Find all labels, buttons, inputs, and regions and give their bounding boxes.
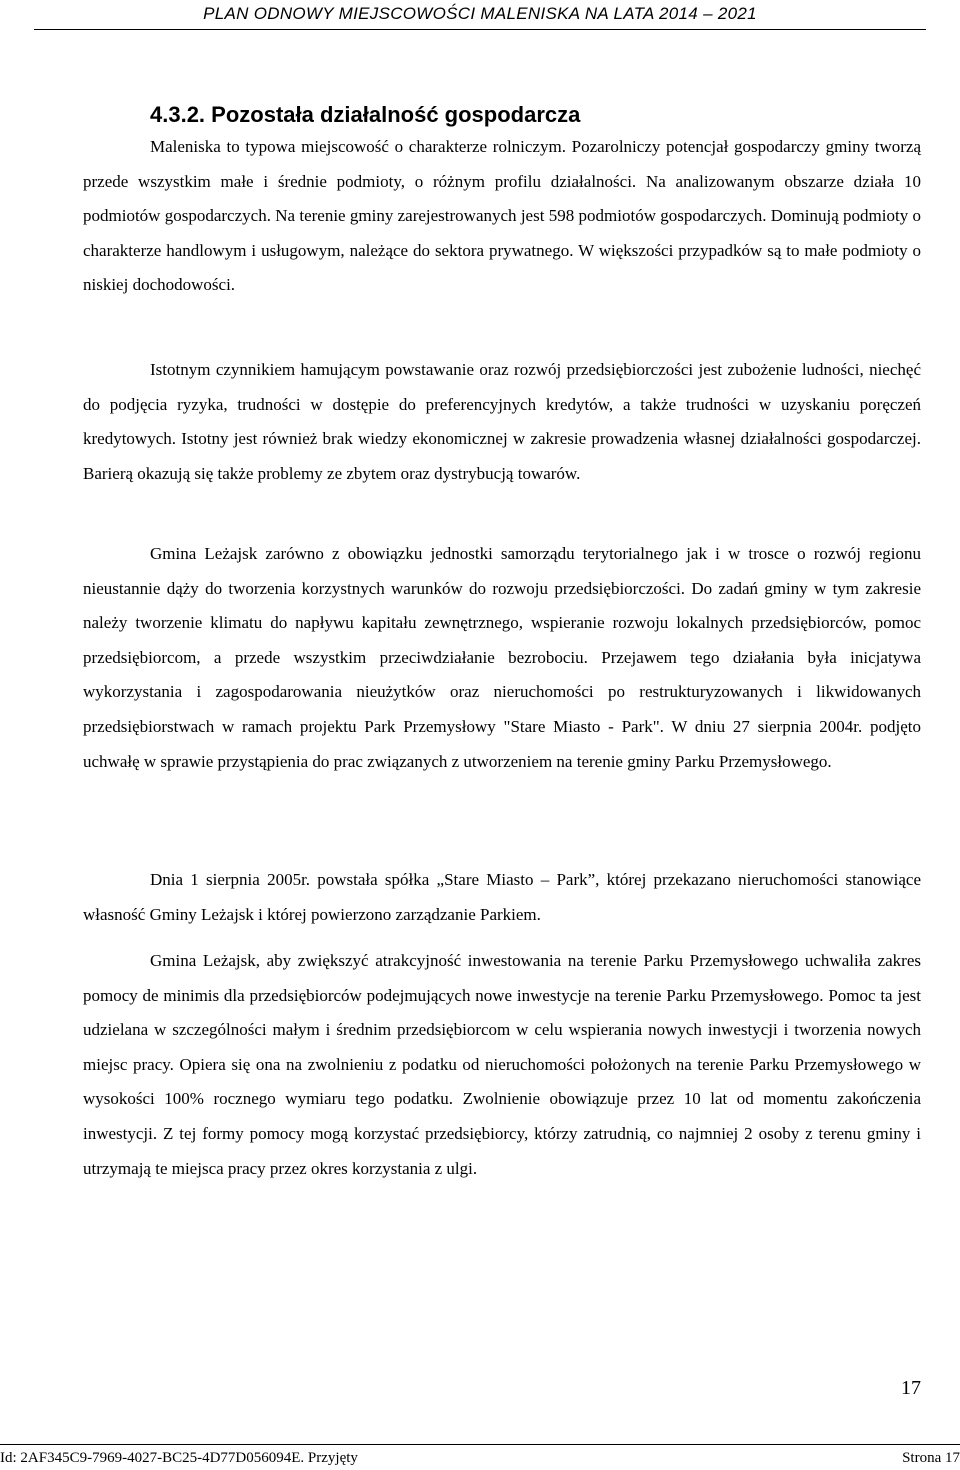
paragraph-text: Istotnym czynnikiem hamującym powstawanie oraz rozwój przedsiębiorczości jest zubożenie ludności, niechęć do podjęcia ryzyka, trudności w dostępie do preferencyjnych kredytów, a także trudności w uzyskaniu poręczeń kredytowych. Istotny jest również brak wiedzy ekonomicznej w zakresie prowadzenia własnej działalności gospodarczej. Barierą okazują się także problemy ze zbytem oraz dystrybucją towarów. <box>83 360 921 483</box>
paragraph-economy-overview <box>83 130 921 303</box>
paragraph-barriers <box>83 353 921 491</box>
footer-document-id: Id: 2AF345C9-7969-4027-BC25-4D77D056094E. Przyjęty <box>0 1450 358 1466</box>
running-header: PLAN ODNOWY MIEJSCOWOŚCI MALENISKA NA LATA 2014 – 2021 <box>203 4 757 23</box>
paragraph-industrial-park <box>83 537 921 779</box>
footer-page-label: Strona 17 <box>902 1450 960 1466</box>
paragraph-company-founding <box>83 863 921 932</box>
header-rule <box>34 29 926 30</box>
paragraph-text: Maleniska to typowa miejscowość o charakterze rolniczym. Pozarolniczy potencjał gospodarczy gminy tworzą przede wszystkim małe i średnie podmioty, o różnym profilu działalności. Na analizowanym obszarze działa 10 podmiotów gospodarczych. Na terenie gminy zarejestrowanych jest 598 podmiotów gospodarczych. Dominują podmioty o charakterze handlowym i usługowym, należące do sektora prywatnego. W większości przypadków są to małe podmioty o niskiej dochodowości. <box>83 137 921 295</box>
paragraph-de-minimis-aid <box>83 944 921 1186</box>
paragraph-text: Gmina Leżajsk zarówno z obowiązku jednostki samorządu terytorialnego jak i w trosce o rozwój regionu nieustannie dąży do tworzenia korzystnych warunków do rozwoju przedsiębiorczości. Do zadań gminy w tym zakresie należy tworzenie klimatu do napływu kapitału zewnętrznego, wspieranie rozwoju lokalnych przedsiębiorców, pomoc przedsiębiorcom, a przede wszystkim przeciwdziałanie bezrobociu. Przejawem tego działania była inicjatywa wykorzystania i zagospodarowania nieużytków oraz nieruchomości po restrukturyzowanych i likwidowanych przedsiębiorstwach w ramach projektu Park Przemysłowy "Stare Miasto - Park". W dniu 27 sierpnia 2004r. podjęto uchwałę w sprawie przystąpienia do prac związanych z utworzeniem na terenie gminy Parku Przemysłowego. <box>83 544 921 771</box>
footer-rule <box>0 1444 960 1445</box>
paragraph-text: Dnia 1 sierpnia 2005r. powstała spółka „Stare Miasto – Park”, której przekazano nieruchomości stanowiące własność Gminy Leżajsk i której powierzono zarządzanie Parkiem. <box>83 870 921 924</box>
section-heading: 4.3.2. Pozostała działalność gospodarcza <box>150 102 581 127</box>
page-number: 17 <box>901 1377 921 1399</box>
paragraph-text: Gmina Leżajsk, aby zwiększyć atrakcyjność inwestowania na terenie Parku Przemysłowego uchwaliła zakres pomocy de minimis dla przedsiębiorców podejmujących nowe inwestycje na terenie Parku Przemysłowego. Pomoc ta jest udzielana w szczególności małym i średnim przedsiębiorcom w celu wspierania nowych inwestycji i tworzenia nowych miejsc pracy. Opiera się ona na zwolnieniu z podatku od nieruchomości położonych na terenie Parku Przemysłowego w wysokości 100% rocznego wymiaru tego podatku. Zwolnienie obowiązuje przez 10 lat od momentu zakończenia inwestycji. Z tej formy pomocy mogą korzystać przedsiębiorcy, którzy zatrudnią, co najmniej 2 osoby z terenu gminy i utrzymają te miejsca pracy przez okres korzystania z ulgi. <box>83 951 921 1178</box>
